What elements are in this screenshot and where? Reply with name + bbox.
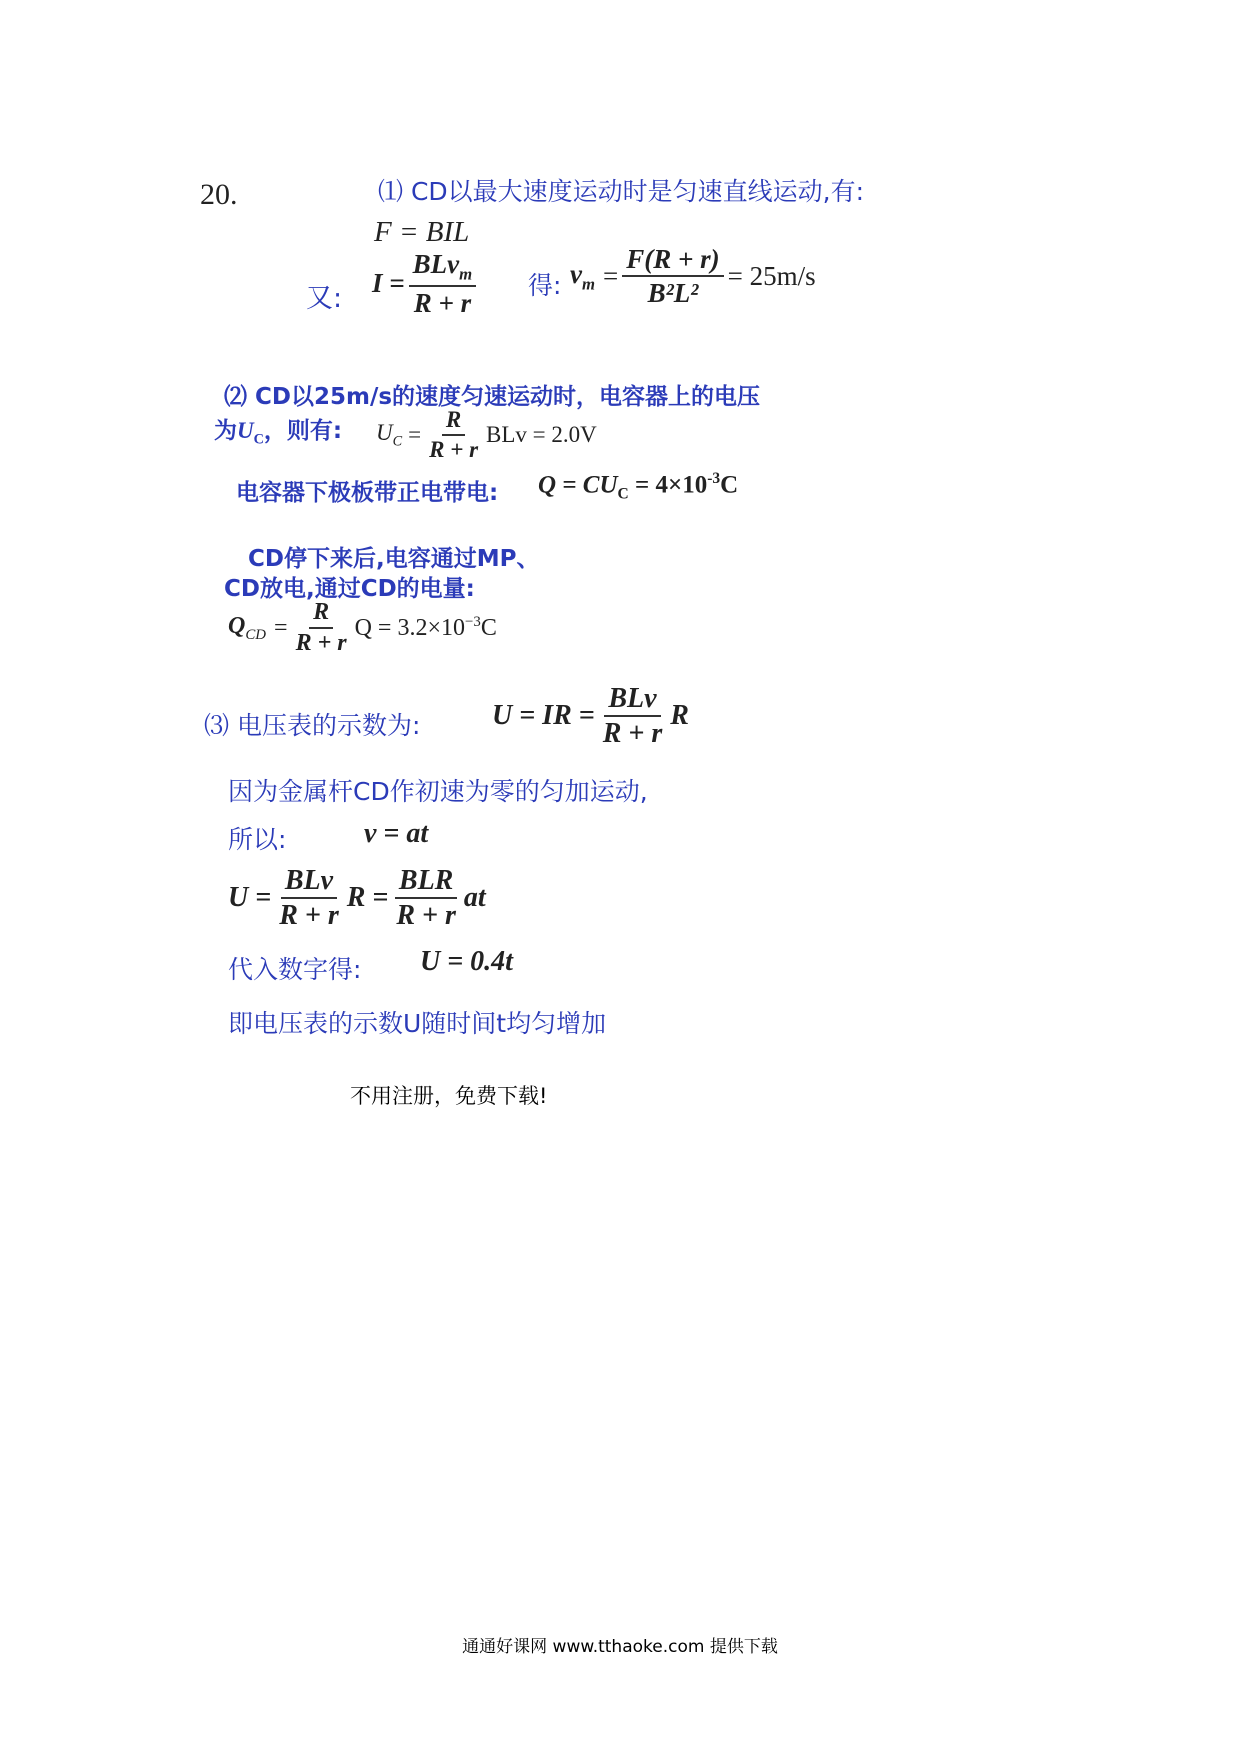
u2-lhs: U = [228,882,272,914]
qcd-numerator: R [309,600,333,629]
part3-sub-label: 代入数字得: [228,955,362,984]
u-tail: R [670,700,689,732]
u2-numerator-2: BLR [395,866,457,899]
u2-fraction-1 [275,866,343,931]
part2-charge-eq: $Q = CU_C = 4\times 10^{-3}C$ [538,470,739,503]
qcd-fraction [292,600,351,656]
part2-line1: ⑵ CD以25m/s的速度匀速运动时，电容器上的电压 [224,384,761,410]
qcd-tail: $Q = 3.2\times 10^{-3}C$ [354,614,497,642]
part3-so-label: 所以: [228,825,287,854]
current-numerator: BLv$_m$ [409,250,477,287]
part3-line1: ⑶ 电压表的示数为: [204,711,421,740]
u2-denominator-2: R + r [396,900,456,932]
free-download-notice: 不用注册，免费下载! [350,1084,548,1108]
current-denominator: R + r [413,287,472,318]
part1-intro: ⑴ CD以最大速度运动时是匀速直线运动,有: [378,177,865,206]
part3-eq-u [492,684,689,749]
u2-mid: R = [346,882,389,914]
uc-fraction [425,408,482,462]
part1-eq-force: F = BIL [374,216,470,248]
u-numerator: BLv [604,684,660,717]
part3-reason: 因为金属杆CD作初速为零的匀加运动, [228,777,648,806]
part3-conclusion: 即电压表的示数U随时间t均匀增加 [228,1009,607,1038]
current-fraction [409,250,477,317]
u2-numerator-1: BLv [281,866,337,899]
vm-denominator: B²L² [647,278,699,309]
part2-eq-qcd: $Q_{CD}$ = $\frac{R}{R + r}$ $Q = 3.2\times 10^{-3}C$ [228,599,497,657]
qcd-denominator: R + r [295,630,347,657]
u2-tail: at [463,882,486,914]
uc-numerator: R [442,408,465,436]
part1-eq-current [372,250,480,317]
vm-lhs: $v_m$ [570,258,596,294]
part1-eq-vm: $v_m$ = $\frac{F(R + r)}{\text{B²L²}}$ = 25m/s [570,244,816,309]
vm-fraction [622,245,723,308]
part1-label-de: 得: [528,271,562,300]
part2-eq-uc: $U_C$ = $\frac{R}{R + r}$ BLv = 2.0V [376,407,597,463]
part3-eq-u2 [228,866,486,931]
uc-denominator: R + r [429,437,479,463]
part2-charge-text: 电容器下极板带正电带电: [236,480,499,506]
vm-numerator: F(R + r) [622,245,723,277]
part3-eq-u3: U = 0.4t [420,946,513,977]
vm-result: = 25m/s [727,260,816,291]
u-fraction [599,684,667,749]
part2-cd-line1: CD停下来后,电容通过MP、 [248,546,540,572]
page-footer: 通通好课网 www.tthaoke.com 提供下载 [462,1637,778,1657]
part3-eq-v: v = at [364,818,429,849]
part2-cd-line2: CD放电,通过CD的电量: [224,576,475,602]
qcd-lhs: $Q_{CD}$ [228,612,267,643]
u2-denominator-1: R + r [279,900,339,932]
u2-fraction-2 [392,866,460,931]
uc-lhs: $U_C$ [376,419,403,450]
part1-label-you: 又: [306,283,343,314]
u-lhs: U = IR = [492,700,595,732]
problem-number: 20. [200,178,238,211]
current-lhs: I = [372,268,405,299]
uc-tail: BLv = 2.0V [486,422,597,448]
u-denominator: R + r [602,718,663,750]
part2-line2: 为$U_C$，则有: [214,418,343,448]
